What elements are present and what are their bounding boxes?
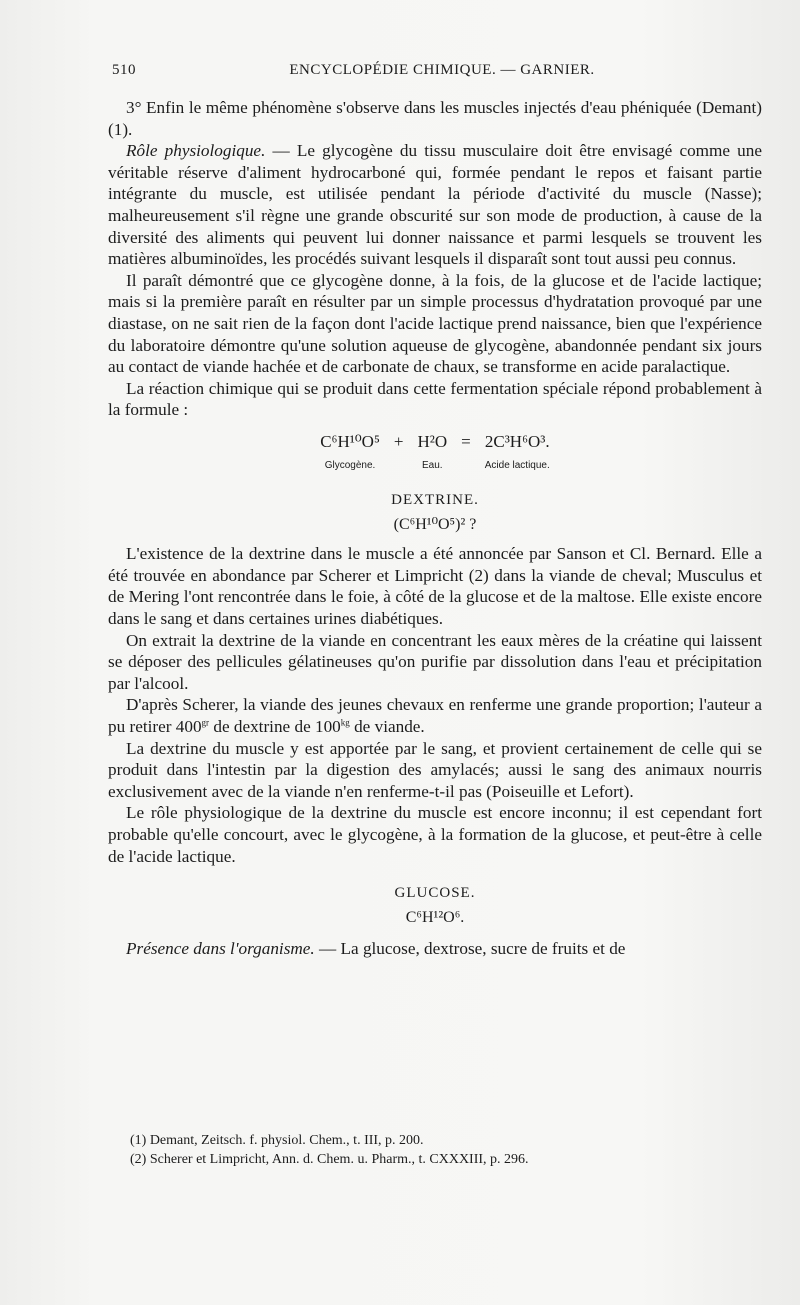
footnotes bbox=[130, 1131, 760, 1169]
paragraph bbox=[108, 694, 762, 737]
paragraph-text: D'après Scherer, la viande des jeunes chevaux en renferme une grande proportion; l'auteur a pu retirer 400 bbox=[108, 695, 762, 737]
formula-term: C⁶H¹⁰O⁵ bbox=[320, 431, 380, 451]
formula-label: Glycogène. bbox=[324, 459, 376, 471]
running-title: ENCYCLOPÉDIE CHIMIQUE. — GARNIER. bbox=[289, 62, 595, 78]
unit-superscript: kg bbox=[340, 717, 350, 728]
paragraph bbox=[108, 938, 762, 960]
section-heading-glucose: GLUCOSE. bbox=[394, 885, 476, 902]
paragraph: 3° Enfin le même phénomène s'observe dans les muscles injectés d'eau phéniquée (Demant) (1). bbox=[108, 98, 762, 139]
unit-superscript: gr bbox=[201, 717, 210, 728]
section-heading-dextrine: DEXTRINE. bbox=[391, 492, 479, 509]
paragraph-text: — Le glycogène du tissu musculaire doit être envisagé comme une véritable réserve d'aliment hydrocarboné qui, formée pendant le repos et faisant partie intégrante du muscle, est utilisée pendant la période d'activité du muscle (Nasse); malheureusement s'il règne une grande obscurité sur son mode de production, à cause de la diversité des aliments qui peuvent lui donner naissance et parmi lesquels se trouvent les matières albuminoïdes, les procédés suivant lesquels il disparaît sont tout aussi peu connus. bbox=[108, 141, 762, 269]
formula-label: Acide lactique. bbox=[484, 459, 550, 471]
footnote: (1) Demant, Zeitsch. f. physiol. Chem., t. III, p. 200. bbox=[130, 1133, 424, 1148]
page-number: 510 bbox=[112, 62, 136, 78]
plus-sign: + bbox=[393, 431, 404, 451]
paragraph: Le rôle physiologique de la dextrine du muscle est encore inconnu; il est cependant fort probable qu'elle concourt, avec le glycogène, à la formation de la glucose, et peut-être à celle de l'acide lactique. bbox=[108, 803, 762, 866]
formula-label: Eau. bbox=[422, 459, 443, 471]
formula-term: H²O bbox=[417, 431, 448, 451]
footnote: (2) Scherer et Limpricht, Ann. d. Chem. u. Pharm., t. CXXXIII, p. 296. bbox=[130, 1152, 529, 1167]
paragraph: Il paraît démontré que ce glycogène donne, à la fois, de la glucose et de l'acide lactique; mais si la première paraît en résulter par un simple processus d'hydratation provoqué par une diastase, on ne sait rien de la façon dont l'acide lactique prend naissance, bien que l'expérience du laboratoire démontre qu'une solution aqueuse de glycogène, abandonnée pendant six jours au contact de viande hachée et de carbonate de chaux, se transforme en acide paralactique. bbox=[108, 270, 762, 377]
paragraph-text: — La glucose, dextrose, sucre de fruits et de bbox=[314, 939, 626, 959]
italic-lead: Présence dans l'organisme. bbox=[126, 939, 315, 959]
paragraph-text: de dextrine de 100 bbox=[209, 717, 341, 737]
main-text bbox=[108, 97, 762, 960]
lactic-acid-equation bbox=[108, 431, 762, 476]
equals-sign: = bbox=[461, 431, 471, 451]
glucose-formula: C⁶H¹²O⁶. bbox=[405, 908, 465, 926]
paragraph-text: de viande. bbox=[349, 717, 425, 737]
formula-term: 2C³H⁶O³. bbox=[484, 431, 550, 451]
paragraph bbox=[108, 140, 762, 270]
paragraph: La réaction chimique qui se produit dans cette fermentation spéciale répond probablement à la formule : bbox=[108, 378, 762, 420]
paragraph: On extrait la dextrine de la viande en concentrant les eaux mères de la créatine qui laissent se déposer des pellicules gélatineuses qu'on purifie par dissolution dans l'eau et précipitation par l'alcool. bbox=[108, 630, 762, 693]
paragraph: L'existence de la dextrine dans le muscle a été annoncée par Sanson et Cl. Bernard. Elle a été trouvée en abondance par Scherer et Limpricht (2) dans la viande de cheval; Musculus et de Mering l'ont rencontrée dans le foie, à côté de la glucose et de la maltose. Elle existe encore dans le sang et dans certaines urines diabétiques. bbox=[108, 544, 762, 629]
dextrine-formula: (C⁶H¹⁰O⁵)² ? bbox=[393, 515, 477, 533]
italic-lead: Rôle physiologique. bbox=[126, 141, 266, 161]
paragraph: La dextrine du muscle y est apportée par le sang, et provient certainement de celle qui se produit dans l'intestin par la digestion des amylacés; aussi le sang des animaux nourris exclusivement avec de la viande n'en renferme-t-il pas (Poiseuille et Lefort). bbox=[108, 738, 762, 801]
